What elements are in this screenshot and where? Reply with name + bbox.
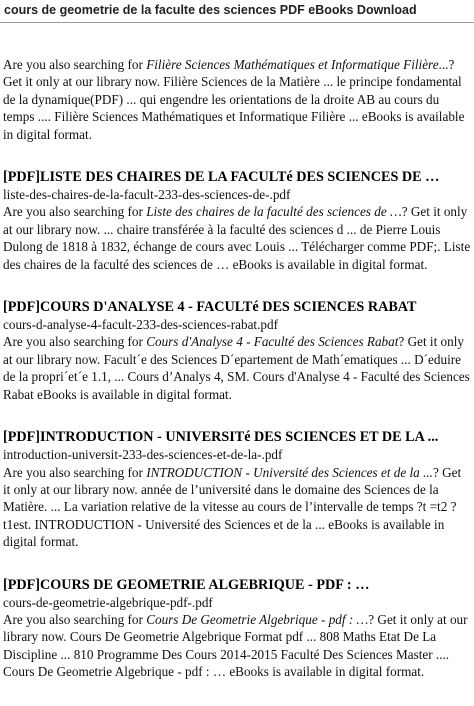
result-intro: Are you also searching for	[3, 464, 147, 480]
result-title[interactable]: [PDF]COURS D'ANALYSE 4 - FACULTé DES SCIENCES RABAT	[3, 299, 417, 316]
results-list	[3, 56, 471, 706]
result-item	[3, 576, 471, 681]
result-description-text: ? Get it only at our library now. Cours De Geometrie Algebrique Format pdf ... 808 Maths Etat De La Discipline ... 810 Programme Des Cours 2014-2015 Faculté Des Sciences Master .... Cours De Geometrie Algebrique - pdf : … eBooks is available in digital format.	[3, 611, 468, 680]
result-query: Filière Sciences Mathématiques et Informatique Filière	[146, 57, 439, 72]
result-description	[3, 464, 471, 551]
result-filename: cours-d-analyse-4-facult-233-des-sciences-rabat.pdf	[3, 317, 278, 333]
result-query: Cours De Geometrie Algebrique - pdf : …	[146, 611, 369, 627]
result-intro: Are you also searching for	[3, 334, 147, 350]
result-item	[3, 428, 471, 550]
result-description-text: ...? Get it only at our library now. Filière Sciences de la Matière ... le principe fondamental de la dynamique(PDF) ... qui engendre les orientations de la droite AB au cours du temps .... Filière Sciences Mathématiques et Informatique Filière ... eBooks is available in digital format.	[3, 57, 465, 142]
result-filename: cours-de-geometrie-algebrique-pdf-.pdf	[3, 594, 213, 610]
result-query: INTRODUCTION - Université des Sciences et de la ...	[146, 464, 433, 480]
result-item	[3, 56, 471, 143]
page-header	[0, 0, 474, 23]
result-filename: liste-des-chaires-de-la-facult-233-des-sciences-de-.pdf	[3, 187, 291, 203]
result-description-text: ? Get it only at our library now. année de l’université dans le domaine des Sciences de la Matière. ... La variation relative de la vitesse au cours de l’intervalle de temps ?t =t2 ?t1est. INTRODUCTION - Université des Sciences et de la ... eBooks is available in digital format.	[3, 464, 462, 550]
result-query: Cours d'Analyse 4 - Faculté des Sciences Rabat	[146, 334, 399, 350]
page-title: cours de geometrie de la faculte des sciences PDF eBooks Download	[4, 3, 417, 17]
result-title[interactable]: [PDF]INTRODUCTION - UNIVERSITé DES SCIENCES ET DE LA ...	[3, 429, 439, 446]
result-intro: Are you also searching for	[3, 611, 147, 627]
result-query: Liste des chaires de la faculté des sciences de …	[146, 204, 402, 220]
result-title[interactable]: [PDF]COURS DE GEOMETRIE ALGEBRIQUE - PDF : …	[3, 576, 370, 593]
result-title[interactable]: [PDF]LISTE DES CHAIRES DE LA FACULTé DES SCIENCES DE …	[3, 169, 440, 186]
result-description	[3, 611, 471, 681]
result-description	[3, 56, 471, 143]
result-intro: Are you also searching for	[3, 204, 147, 220]
result-filename: introduction-universit-233-des-sciences-et-de-la-.pdf	[3, 447, 283, 463]
result-description-text: ? Get it only at our library now. Facult´e des Sciences D´epartement de Math´ematiques ... D´eduire de la propri´et´e 1.1, ... Cours d’Analys 4, SM. Cours d'Analyse 4 - Faculté des Sciences Rabat eBooks is available in digital format.	[3, 334, 470, 402]
result-description	[3, 203, 471, 273]
result-description	[3, 333, 471, 403]
result-intro: Are you also searching for	[3, 57, 147, 72]
result-description-text: ? Get it only at our library now. ... chaire transférée à la faculté des sciences d ... de Pierre Louis Dulong de 1818 à 1832, échange de cours avec Louis ... Télécharger comme PDF;. Liste des chaires de la faculté des sciences de … eBooks is available in digital format.	[3, 204, 471, 272]
result-item	[3, 168, 471, 273]
result-item	[3, 298, 471, 403]
